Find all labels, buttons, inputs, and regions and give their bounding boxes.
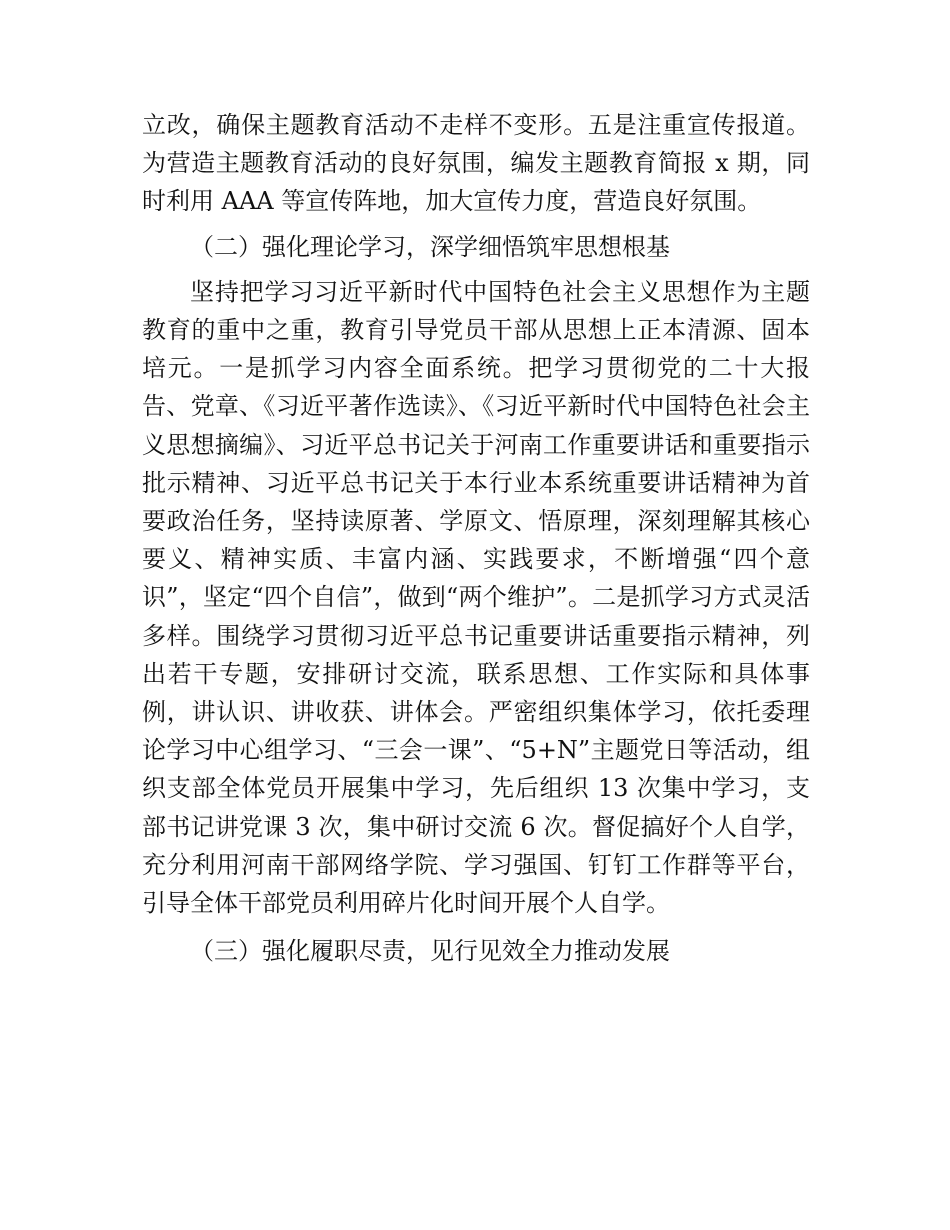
section-heading-2: （二）强化理论学习，深学细悟筑牢思想根基 <box>190 232 670 261</box>
section-heading-3: （三）强化履职尽责，见行见效全力推动发展 <box>190 937 670 966</box>
paragraph-theory-study: 坚持把学习习近平新时代中国特色社会主义思想作为主题教育的重中之重，教育引导党员干部从思想上正本清源、固本培元。一是抓学习内容全面系统。把学习贯彻党的二十大报告、党章、《习近平著作选读》、《习近平新时代中国特色社会主义思想摘编》、习近平总书记关于河南工作重要讲话和重要指示批示精神、习近平总书记关于本行业本系统重要讲话精神为首要政治任务，坚持读原著、学原文、悟原理，深刻理解其核心要义、精神实质、丰富内涵、实践要求，不断增强“四个意识”，坚定“四个自信”，做到“两个维护”。二是抓学习方式灵活多样。围绕学习贯彻习近平总书记重要讲话重要指示精神，列出若干专题，安排研讨交流，联系思想、工作实际和具体事例，讲认识、讲收获、讲体会。严密组织集体学习，依托委理论学习中心组学习、“三会一课”、“5+N”主题党日等活动，组织支部全体党员开展集中学习，先后组织 13 次集中学习，支部书记讲党课 3 次，集中研讨交流 6 次。督促搞好个人自学，充分利用河南干部网络学院、学习强国、钉钉工作群等平台，引导全体干部党员利用碎片化时间开展个人自学。 <box>142 277 810 918</box>
document-body <box>142 106 810 977</box>
paragraph-continued: 立改，确保主题教育活动不走样不变形。五是注重宣传报道。为营造主题教育活动的良好氛围，编发主题教育简报 x 期，同时利用 AAA 等宣传阵地，加大宣传力度，营造良好氛围。 <box>142 111 810 216</box>
